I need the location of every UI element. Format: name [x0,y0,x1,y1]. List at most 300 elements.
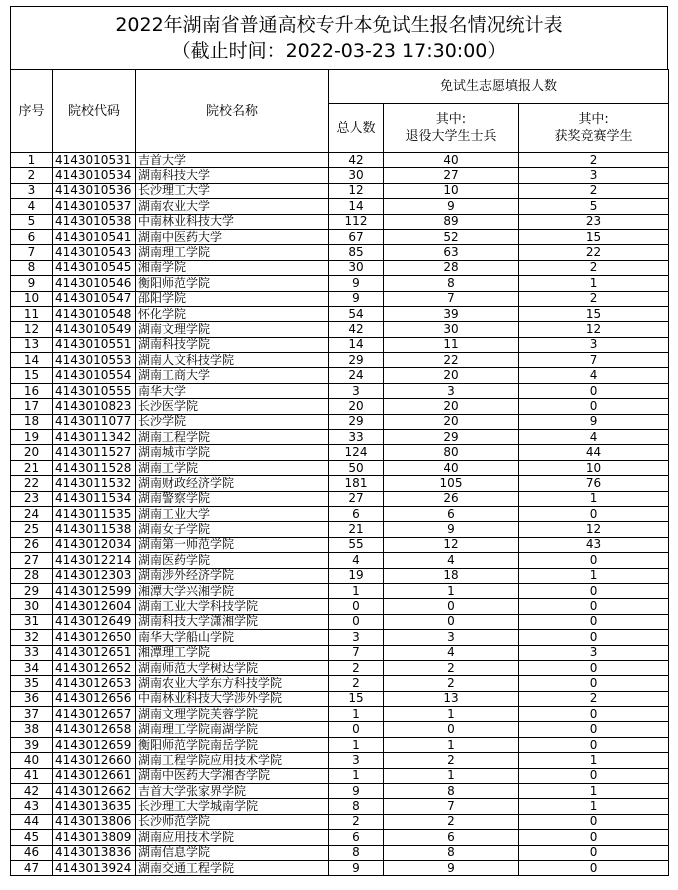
cell-veterans: 12 [384,537,519,552]
cell-awards: 23 [519,214,669,229]
table-row [11,845,669,860]
cell-seq: 31 [11,614,53,629]
cell-school-code: 4143011534 [53,491,136,506]
cell-school-code: 4143010543 [53,245,136,260]
cell-total: 112 [329,214,384,229]
table-row [11,630,669,645]
header-school-code: 院校代码 [53,70,136,153]
cell-awards: 3 [519,168,669,183]
cell-total: 124 [329,445,384,460]
cell-school-code: 4143010553 [53,353,136,368]
cell-awards: 9 [519,414,669,429]
cell-school-code: 4143011527 [53,445,136,460]
cell-veterans: 22 [384,353,519,368]
cell-total: 1 [329,768,384,783]
cell-school-name: 中南林业科技大学涉外学院 [136,691,329,706]
cell-awards: 0 [519,399,669,414]
table-row [11,676,669,691]
table-row [11,599,669,614]
table-header [11,70,669,153]
cell-veterans: 40 [384,153,519,168]
table-row [11,506,669,521]
cell-total: 29 [329,414,384,429]
cell-awards: 43 [519,537,669,552]
cell-awards: 0 [519,583,669,598]
cell-seq: 19 [11,430,53,445]
cell-veterans: 2 [384,753,519,768]
cell-seq: 5 [11,214,53,229]
cell-school-name: 吉首大学 [136,153,329,168]
cell-veterans: 6 [384,830,519,845]
cell-awards: 1 [519,276,669,291]
cell-total: 1 [329,737,384,752]
cell-awards: 0 [519,830,669,845]
cell-seq: 40 [11,753,53,768]
cell-seq: 14 [11,353,53,368]
cell-school-code: 4143010823 [53,399,136,414]
table-row [11,337,669,352]
cell-veterans: 9 [384,860,519,875]
table-row [11,553,669,568]
cell-school-code: 4143012650 [53,630,136,645]
cell-awards: 0 [519,737,669,752]
cell-total: 9 [329,276,384,291]
cell-total: 4 [329,553,384,568]
cell-seq: 3 [11,183,53,198]
cell-awards: 12 [519,522,669,537]
cell-school-name: 南华大学船山学院 [136,630,329,645]
cell-school-name: 湖南理工学院南湖学院 [136,722,329,737]
cell-school-name: 湖南工业大学科技学院 [136,599,329,614]
header-awards-line2: 获奖竞赛学生 [554,129,633,144]
cell-total: 15 [329,691,384,706]
cell-school-name: 湘南学院 [136,260,329,275]
cell-school-name: 湖南信息学院 [136,845,329,860]
cell-seq: 17 [11,399,53,414]
cell-seq: 23 [11,491,53,506]
cell-seq: 22 [11,476,53,491]
cell-veterans: 8 [384,784,519,799]
table-row [11,183,669,198]
table-row [11,430,669,445]
cell-veterans: 3 [384,383,519,398]
table-row [11,445,669,460]
cell-total: 0 [329,599,384,614]
table-row [11,460,669,475]
cell-school-code: 4143010534 [53,168,136,183]
table-row [11,645,669,660]
cell-seq: 27 [11,553,53,568]
cell-seq: 24 [11,506,53,521]
cell-seq: 41 [11,768,53,783]
cell-school-name: 长沙理工大学城南学院 [136,799,329,814]
cell-school-code: 4143012660 [53,753,136,768]
cell-total: 1 [329,707,384,722]
cell-veterans: 20 [384,414,519,429]
cell-total: 30 [329,260,384,275]
cell-awards: 5 [519,199,669,214]
cell-school-name: 湖南师范大学树达学院 [136,660,329,675]
cell-school-code: 4143010549 [53,322,136,337]
table-row [11,722,669,737]
cell-school-code: 4143012657 [53,707,136,722]
cell-awards: 7 [519,353,669,368]
cell-school-code: 4143013836 [53,845,136,860]
cell-seq: 42 [11,784,53,799]
cell-total: 1 [329,583,384,598]
cell-veterans: 1 [384,707,519,722]
cell-awards: 0 [519,768,669,783]
cell-awards: 4 [519,368,669,383]
cell-school-name: 湖南涉外经济学院 [136,568,329,583]
cell-school-name: 湖南理工学院 [136,245,329,260]
cell-awards: 0 [519,707,669,722]
cell-school-name: 湖南科技大学潇湘学院 [136,614,329,629]
cell-school-name: 湖南交通工程学院 [136,860,329,875]
cell-school-name: 湖南科技大学 [136,168,329,183]
cell-veterans: 2 [384,676,519,691]
cell-awards: 0 [519,614,669,629]
cell-awards: 3 [519,645,669,660]
cell-school-name: 湖南应用技术学院 [136,830,329,845]
cell-total: 30 [329,168,384,183]
cell-school-name: 湖南警察学院 [136,491,329,506]
cell-total: 27 [329,491,384,506]
table-row [11,568,669,583]
table-row [11,830,669,845]
table-row [11,537,669,552]
deadline-subtitle: （截止时间：2022-03-23 17:30:00） [171,40,507,62]
cell-veterans: 27 [384,168,519,183]
cell-school-name: 中南林业科技大学 [136,214,329,229]
cell-school-code: 4143012034 [53,537,136,552]
cell-school-name: 湖南工学院 [136,460,329,475]
cell-awards: 0 [519,814,669,829]
cell-total: 6 [329,830,384,845]
cell-awards: 0 [519,506,669,521]
cell-awards: 0 [519,630,669,645]
cell-veterans: 80 [384,445,519,460]
cell-seq: 11 [11,306,53,321]
cell-total: 0 [329,722,384,737]
table-row [11,414,669,429]
cell-awards: 3 [519,337,669,352]
header-veterans-line2: 退役大学生士兵 [405,129,497,144]
header-seq: 序号 [11,70,53,153]
cell-school-code: 4143013809 [53,830,136,845]
cell-school-name: 衡阳师范学院南岳学院 [136,737,329,752]
cell-school-name: 湘潭理工学院 [136,645,329,660]
table-row [11,214,669,229]
cell-veterans: 1 [384,737,519,752]
cell-school-name: 湖南城市学院 [136,445,329,460]
cell-awards: 0 [519,599,669,614]
cell-seq: 28 [11,568,53,583]
cell-seq: 26 [11,537,53,552]
cell-veterans: 9 [384,522,519,537]
cell-school-name: 湖南财政经济学院 [136,476,329,491]
cell-total: 19 [329,568,384,583]
cell-veterans: 4 [384,553,519,568]
cell-school-name: 湖南农业大学东方科技学院 [136,676,329,691]
cell-school-name: 邵阳学院 [136,291,329,306]
cell-veterans: 20 [384,399,519,414]
cell-seq: 2 [11,168,53,183]
cell-awards: 1 [519,568,669,583]
table-row [11,614,669,629]
cell-total: 14 [329,199,384,214]
cell-school-code: 4143010548 [53,306,136,321]
cell-school-code: 4143010547 [53,291,136,306]
table-row [11,737,669,752]
cell-seq: 10 [11,291,53,306]
cell-veterans: 0 [384,599,519,614]
cell-total: 14 [329,337,384,352]
header-awards-line1: 其中: [578,112,609,127]
cell-seq: 33 [11,645,53,660]
cell-awards: 0 [519,845,669,860]
cell-veterans: 10 [384,183,519,198]
cell-seq: 34 [11,660,53,675]
cell-school-code: 4143012599 [53,583,136,598]
cell-school-name: 湖南中医药大学 [136,229,329,244]
cell-seq: 15 [11,368,53,383]
table-row [11,353,669,368]
cell-school-code: 4143011538 [53,522,136,537]
header-veterans-line1: 其中: [435,112,467,127]
cell-awards: 12 [519,322,669,337]
table-row [11,583,669,598]
cell-awards: 2 [519,291,669,306]
cell-school-code: 4143012653 [53,676,136,691]
cell-seq: 38 [11,722,53,737]
table-row [11,383,669,398]
cell-school-code: 4143010551 [53,337,136,352]
title-block [10,6,668,69]
cell-school-code: 4143011535 [53,506,136,521]
cell-awards: 1 [519,753,669,768]
cell-total: 42 [329,322,384,337]
enrollment-table [10,69,669,876]
cell-school-code: 4143010555 [53,383,136,398]
cell-awards: 4 [519,430,669,445]
cell-seq: 4 [11,199,53,214]
cell-school-code: 4143011342 [53,430,136,445]
cell-veterans: 8 [384,276,519,291]
cell-total: 181 [329,476,384,491]
cell-seq: 30 [11,599,53,614]
cell-seq: 25 [11,522,53,537]
cell-school-code: 4143012604 [53,599,136,614]
cell-veterans: 13 [384,691,519,706]
cell-veterans: 26 [384,491,519,506]
cell-veterans: 30 [384,322,519,337]
cell-veterans: 1 [384,768,519,783]
table-row [11,476,669,491]
table-row [11,784,669,799]
table-row [11,245,669,260]
cell-seq: 29 [11,583,53,598]
cell-school-name: 湖南科技学院 [136,337,329,352]
cell-veterans: 7 [384,291,519,306]
cell-veterans: 2 [384,660,519,675]
table-row [11,860,669,875]
cell-school-code: 4143012652 [53,660,136,675]
cell-seq: 43 [11,799,53,814]
cell-seq: 45 [11,830,53,845]
cell-seq: 39 [11,737,53,752]
cell-school-code: 4143012658 [53,722,136,737]
cell-total: 9 [329,860,384,875]
cell-awards: 2 [519,691,669,706]
cell-total: 2 [329,660,384,675]
table-row [11,491,669,506]
cell-veterans: 8 [384,845,519,860]
cell-veterans: 4 [384,645,519,660]
cell-veterans: 7 [384,799,519,814]
cell-seq: 35 [11,676,53,691]
table-row [11,768,669,783]
cell-veterans: 18 [384,568,519,583]
cell-school-name: 湖南工程学院 [136,430,329,445]
cell-veterans: 63 [384,245,519,260]
cell-seq: 12 [11,322,53,337]
cell-school-name: 衡阳师范学院 [136,276,329,291]
cell-school-name: 湖南工程学院应用技术学院 [136,753,329,768]
cell-school-code: 4143013635 [53,799,136,814]
cell-school-name: 湖南农业大学 [136,199,329,214]
cell-seq: 47 [11,860,53,875]
table-row [11,229,669,244]
table-row [11,753,669,768]
cell-awards: 15 [519,306,669,321]
cell-veterans: 105 [384,476,519,491]
cell-school-code: 4143012214 [53,553,136,568]
table-row [11,260,669,275]
cell-seq: 16 [11,383,53,398]
table-row [11,368,669,383]
table-row [11,799,669,814]
cell-school-name: 湖南文理学院 [136,322,329,337]
cell-awards: 10 [519,460,669,475]
cell-awards: 0 [519,383,669,398]
cell-school-code: 4143010537 [53,199,136,214]
cell-total: 24 [329,368,384,383]
cell-total: 20 [329,399,384,414]
cell-school-code: 4143010554 [53,368,136,383]
header-awards [519,104,669,153]
cell-school-code: 4143012659 [53,737,136,752]
cell-veterans: 29 [384,430,519,445]
cell-total: 2 [329,814,384,829]
cell-veterans: 3 [384,630,519,645]
cell-awards: 0 [519,660,669,675]
cell-awards: 22 [519,245,669,260]
cell-total: 3 [329,753,384,768]
cell-total: 3 [329,383,384,398]
table-row [11,306,669,321]
cell-school-code: 4143010531 [53,153,136,168]
cell-awards: 1 [519,784,669,799]
cell-awards: 2 [519,183,669,198]
cell-total: 50 [329,460,384,475]
table-row [11,153,669,168]
cell-seq: 46 [11,845,53,860]
cell-total: 0 [329,614,384,629]
cell-awards: 76 [519,476,669,491]
cell-total: 54 [329,306,384,321]
cell-total: 29 [329,353,384,368]
cell-school-name: 长沙师范学院 [136,814,329,829]
cell-school-code: 4143012661 [53,768,136,783]
cell-school-name: 湖南工业大学 [136,506,329,521]
cell-veterans: 6 [384,506,519,521]
cell-total: 55 [329,537,384,552]
cell-school-name: 湖南工商大学 [136,368,329,383]
cell-school-name: 怀化学院 [136,306,329,321]
cell-veterans: 40 [384,460,519,475]
cell-veterans: 89 [384,214,519,229]
cell-school-code: 4143012651 [53,645,136,660]
cell-school-name: 吉首大学张家界学院 [136,784,329,799]
table-body [11,153,669,876]
table-row [11,168,669,183]
cell-school-name: 长沙理工大学 [136,183,329,198]
cell-school-name: 湖南第一师范学院 [136,537,329,552]
cell-awards: 0 [519,722,669,737]
cell-school-name: 湖南文理学院芙蓉学院 [136,707,329,722]
cell-school-code: 4143010545 [53,260,136,275]
cell-school-code: 4143010536 [53,183,136,198]
cell-total: 85 [329,245,384,260]
cell-school-name: 湖南人文科技学院 [136,353,329,368]
cell-school-name: 南华大学 [136,383,329,398]
cell-school-code: 4143010538 [53,214,136,229]
cell-awards: 2 [519,260,669,275]
cell-awards: 1 [519,491,669,506]
cell-seq: 8 [11,260,53,275]
cell-school-name: 湖南女子学院 [136,522,329,537]
table-row [11,291,669,306]
cell-total: 42 [329,153,384,168]
cell-veterans: 52 [384,229,519,244]
cell-school-code: 4143012662 [53,784,136,799]
cell-school-name: 湖南中医药大学湘杏学院 [136,768,329,783]
cell-veterans: 39 [384,306,519,321]
cell-school-name: 湘潭大学兴湘学院 [136,583,329,598]
cell-school-code: 4143010546 [53,276,136,291]
cell-seq: 32 [11,630,53,645]
table-row [11,322,669,337]
table-row [11,199,669,214]
header-volunteer-group: 免试生志愿填报人数 [329,70,669,104]
cell-total: 33 [329,430,384,445]
table-row [11,814,669,829]
cell-school-name: 长沙学院 [136,414,329,429]
cell-veterans: 11 [384,337,519,352]
cell-awards: 1 [519,799,669,814]
cell-school-code: 4143011077 [53,414,136,429]
cell-awards: 2 [519,153,669,168]
cell-veterans: 2 [384,814,519,829]
cell-veterans: 1 [384,583,519,598]
cell-veterans: 20 [384,368,519,383]
header-total: 总人数 [329,104,384,153]
cell-school-name: 长沙医学院 [136,399,329,414]
statistics-sheet [10,6,668,876]
table-row [11,276,669,291]
cell-total: 9 [329,784,384,799]
